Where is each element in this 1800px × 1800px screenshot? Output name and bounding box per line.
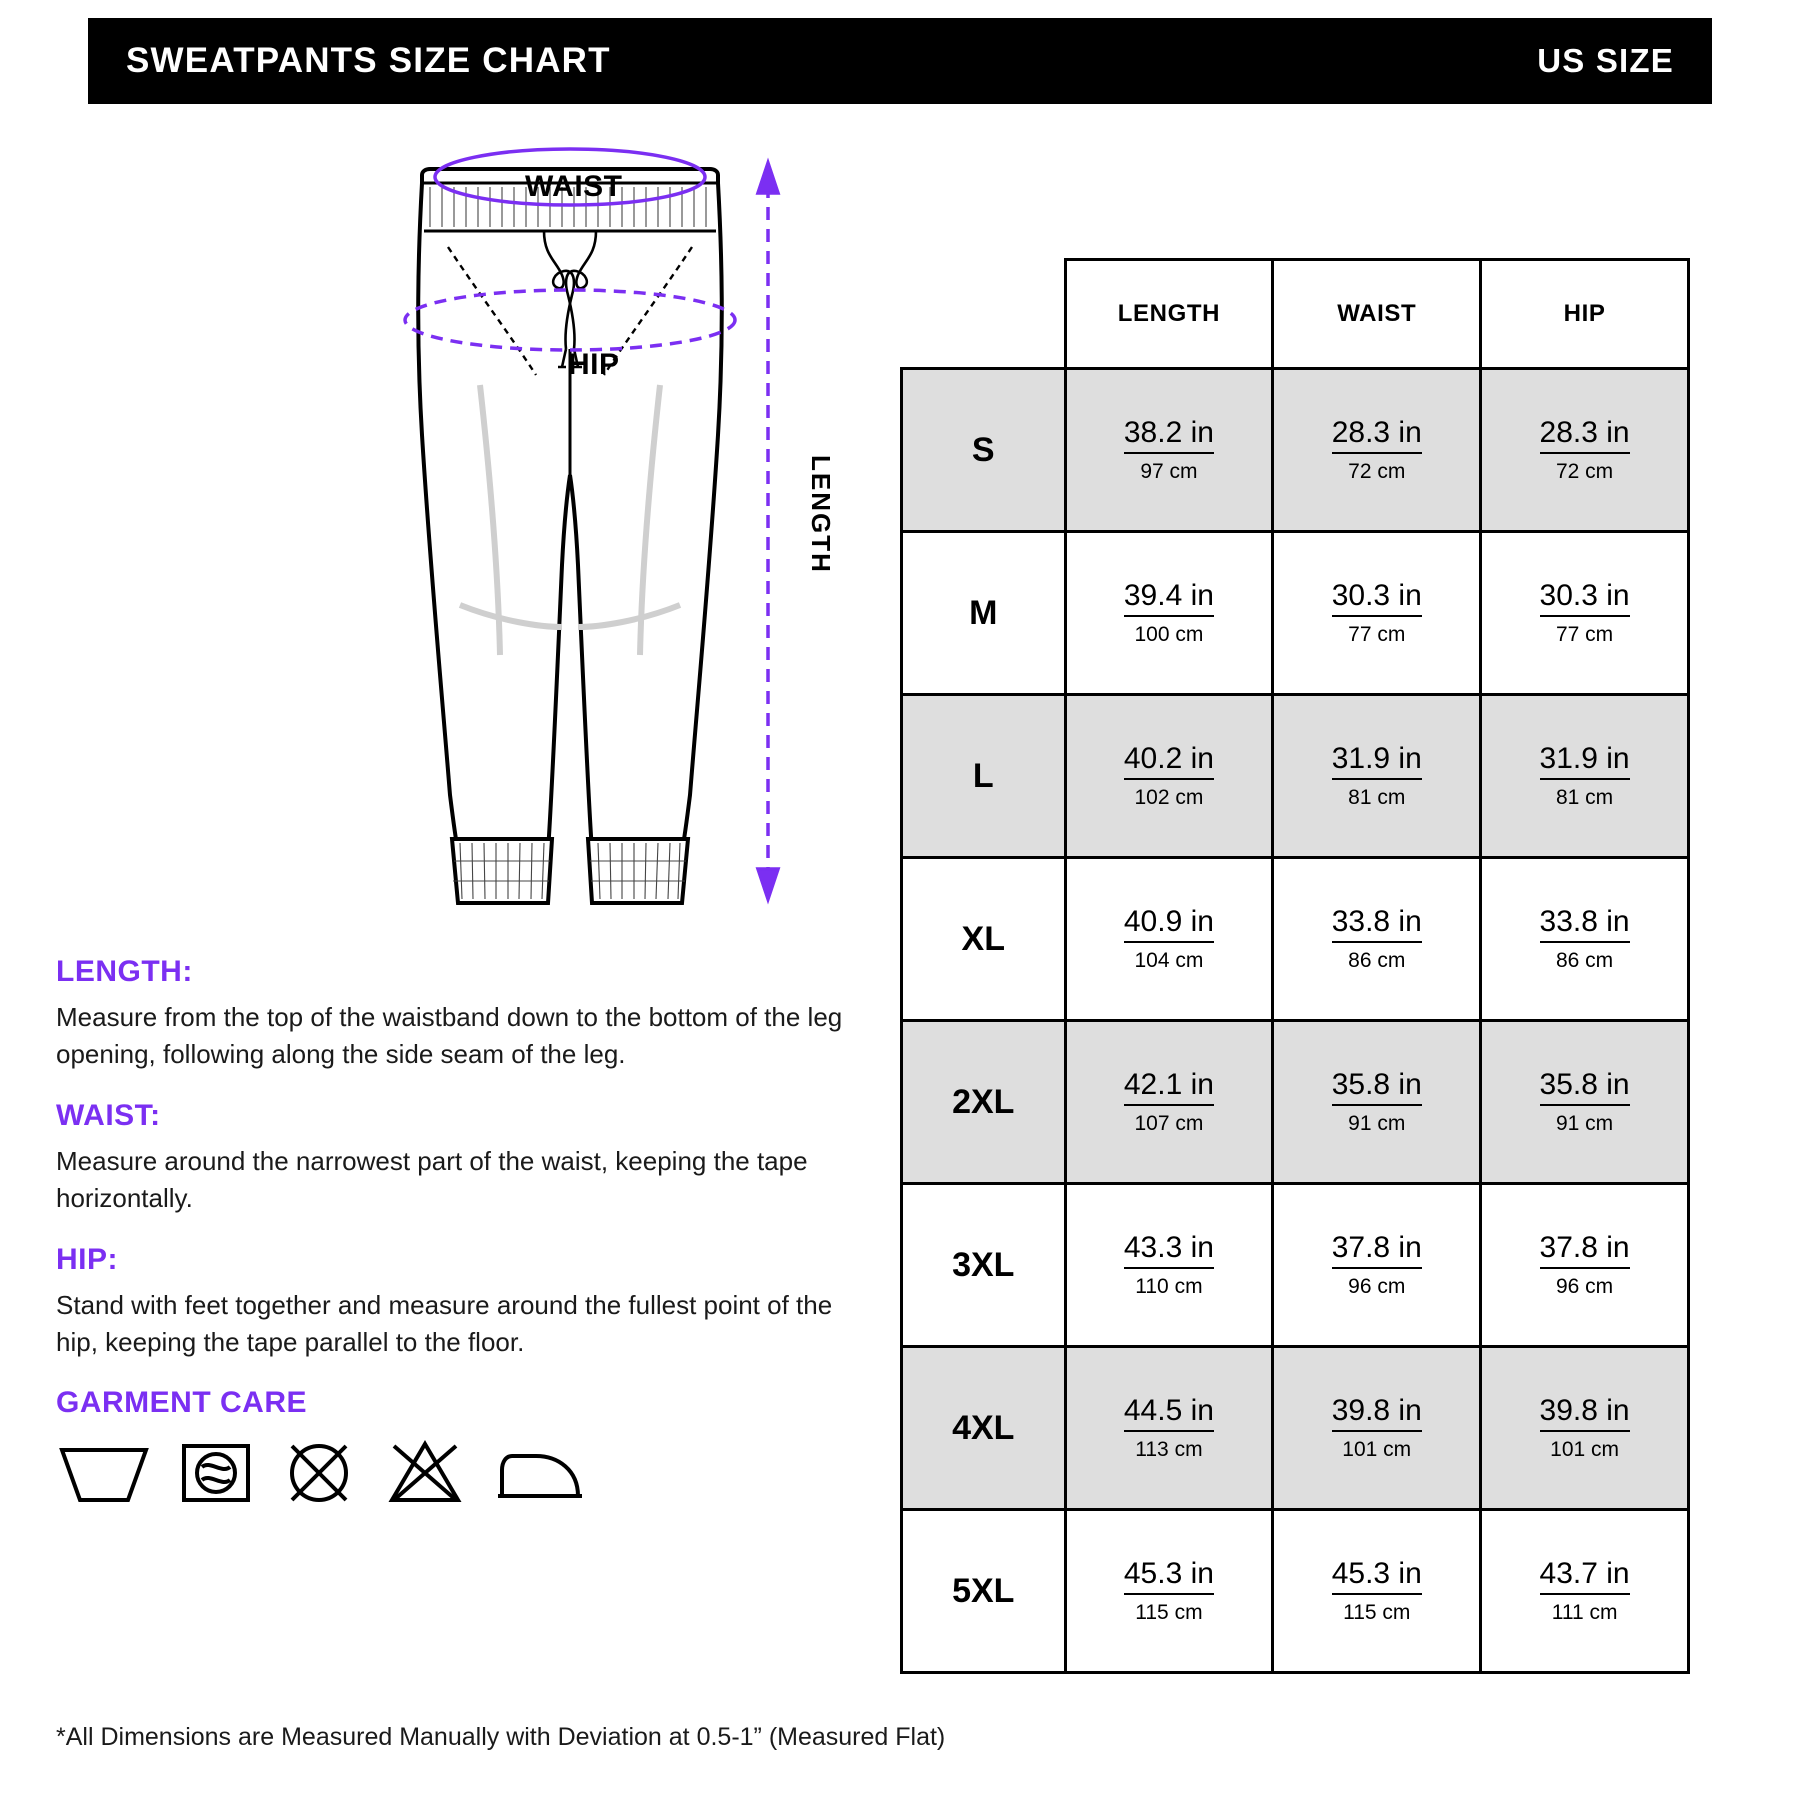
column-header-length: LENGTH [1065,260,1273,369]
size-label: 4XL [902,1347,1066,1510]
waist-cell [1273,695,1481,858]
waist-cell [1273,1347,1481,1510]
length-heading: LENGTH: [56,955,193,988]
length-cm: 107 cm [1134,1112,1204,1136]
waist-heading: WAIST: [56,1098,161,1132]
waist-inches: 39.8 in [1332,1395,1422,1433]
do-not-dry-clean-icon [280,1434,358,1506]
hip-cell [1481,1021,1689,1184]
length-cell [1065,1184,1273,1347]
size-label: XL [902,858,1066,1021]
length-cm: 102 cm [1134,786,1204,810]
waist-cm: 96 cm [1348,1275,1406,1299]
tumble-dry-icon [178,1434,254,1506]
length-description: Measure from the top of the waistband down to the bottom of the leg opening, following along the side seam of the leg. [56,1002,843,1069]
size-chart-table [900,258,1690,1674]
length-inches: 43.3 in [1124,1232,1214,1270]
length-cm: 100 cm [1134,623,1204,647]
length-inches: 38.2 in [1124,417,1214,455]
hip-cm: 86 cm [1555,949,1614,973]
waist-cm: 72 cm [1348,460,1406,484]
size-label: 3XL [902,1184,1066,1347]
table-row [902,1184,1689,1347]
garment-care-icon-row [56,1434,876,1506]
hip-heading: HIP: [56,1242,118,1276]
length-cm: 104 cm [1134,949,1204,973]
length-inches: 40.2 in [1124,743,1214,781]
hip-cm: 91 cm [1555,1112,1614,1136]
table-row [902,1021,1689,1184]
size-label: S [902,369,1066,532]
hip-cm: 81 cm [1555,786,1614,810]
length-inches: 39.4 in [1124,580,1214,618]
waist-cm: 115 cm [1343,1601,1411,1625]
waist-cell [1273,1021,1481,1184]
hip-inches: 37.8 in [1540,1232,1630,1270]
length-inches: 40.9 in [1124,906,1214,944]
hip-inches: 31.9 in [1540,743,1630,781]
waist-inches: 28.3 in [1332,417,1422,455]
waist-cm: 81 cm [1348,786,1406,810]
waist-label: WAIST [525,170,623,203]
hip-label: HIP [568,348,620,381]
hip-cell [1481,532,1689,695]
waist-cell [1273,1184,1481,1347]
length-cell [1065,695,1273,858]
length-cell [1065,369,1273,532]
garment-care-heading: GARMENT CARE [56,1386,307,1420]
measuring-instructions [56,955,876,1506]
size-label: 2XL [902,1021,1066,1184]
hip-cell [1481,695,1689,858]
length-cell [1065,858,1273,1021]
unit-system-label: US SIZE [1537,42,1674,79]
waist-cell [1273,532,1481,695]
size-label: L [902,695,1066,858]
iron-icon [492,1434,588,1506]
hip-inches: 30.3 in [1540,580,1630,618]
size-label: 5XL [902,1510,1066,1673]
hip-cm: 111 cm [1551,1601,1618,1625]
hip-inches: 35.8 in [1540,1069,1630,1107]
column-header-waist: WAIST [1273,260,1481,369]
table-row [902,695,1689,858]
hip-cm: 96 cm [1555,1275,1614,1299]
size-chart-table-container [900,258,1690,1674]
hip-cell [1481,1184,1689,1347]
table-header-row [902,260,1689,369]
column-header-hip: HIP [1481,260,1689,369]
hand-wash-icon [56,1434,152,1506]
hip-inches: 39.8 in [1540,1395,1630,1433]
table-row [902,532,1689,695]
page-title: SWEATPANTS SIZE CHART [126,41,611,80]
hip-cell [1481,1347,1689,1510]
length-cm: 97 cm [1140,460,1198,484]
waist-cell [1273,1510,1481,1673]
length-inches: 44.5 in [1124,1395,1214,1433]
length-measure-arrow [758,163,778,899]
hip-cell [1481,369,1689,532]
hip-inches: 28.3 in [1540,417,1630,455]
waist-inches: 33.8 in [1332,906,1422,944]
table-row [902,1347,1689,1510]
table-row [902,1510,1689,1673]
length-cell [1065,532,1273,695]
waist-inches: 30.3 in [1332,580,1422,618]
footnote: *All Dimensions are Measured Manually with Deviation at 0.5-1” (Measured Flat) [56,1723,946,1751]
table-corner-cell [902,260,1066,369]
waist-inches: 37.8 in [1332,1232,1422,1270]
length-cm: 110 cm [1135,1275,1203,1299]
hip-cell [1481,858,1689,1021]
waist-inches: 45.3 in [1332,1558,1422,1596]
waist-cm: 91 cm [1348,1112,1406,1136]
length-inches: 42.1 in [1124,1069,1214,1107]
length-cm: 115 cm [1135,1601,1203,1625]
waist-cm: 101 cm [1342,1438,1412,1462]
length-cell [1065,1021,1273,1184]
hip-description: Stand with feet together and measure around the fullest point of the hip, keeping the tape parallel to the floor. [56,1289,833,1357]
table-row [902,369,1689,532]
hip-cm: 72 cm [1555,460,1614,484]
table-row [902,858,1689,1021]
waist-cell [1273,369,1481,532]
waist-cm: 86 cm [1348,949,1406,973]
waist-inches: 31.9 in [1332,743,1422,781]
length-inches: 45.3 in [1124,1558,1214,1596]
do-not-bleach-icon [384,1434,466,1506]
length-cell [1065,1347,1273,1510]
sweatpants-illustration [330,135,810,915]
waist-inches: 35.8 in [1332,1069,1422,1107]
size-label: M [902,532,1066,695]
hip-cm: 77 cm [1555,623,1614,647]
waist-cell [1273,858,1481,1021]
length-cm: 113 cm [1135,1438,1203,1462]
hip-cell [1481,1510,1689,1673]
hip-inches: 43.7 in [1540,1558,1630,1596]
length-cell [1065,1510,1273,1673]
length-label: LENGTH [806,455,836,574]
chart-header-bar [88,18,1712,104]
waist-description: Measure around the narrowest part of the waist, keeping the tape horizontally. [56,1145,808,1213]
waist-cm: 77 cm [1348,623,1406,647]
hip-cm: 101 cm [1550,1438,1620,1462]
hip-inches: 33.8 in [1540,906,1630,944]
